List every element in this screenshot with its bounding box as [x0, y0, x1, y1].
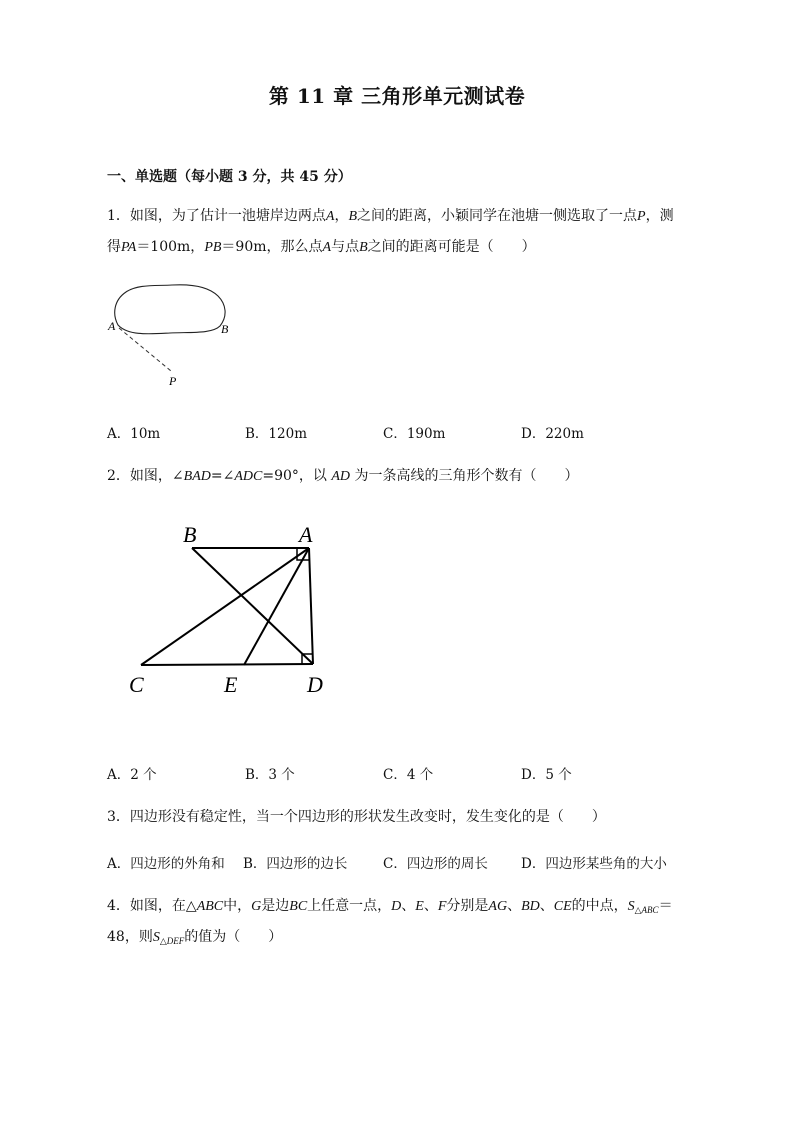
q2-option-a[interactable]: A．2 个 [107, 767, 157, 783]
q1-line-2: 得PA＝100m，PB＝90m，那么点A与点B之间的距离可能是（ ） [107, 239, 536, 255]
segment-ap [119, 328, 171, 371]
q1-option-a[interactable]: A．10m [107, 426, 161, 442]
segment-cd [141, 664, 313, 665]
q1-option-d[interactable]: D．220m [521, 426, 584, 442]
pond-outline [115, 285, 225, 334]
segment-bd [192, 548, 313, 664]
q4-line-1: 4．如图，在△ABC中，G是边BC上任意一点，D、E、F分别是AG、BD、CE的中点，$S_{\triangle ABC}=$ [107, 898, 673, 915]
q2-line-1: 2．如图，∠BAD=∠ADC=90°，以 AD 为一条高线的三角形个数有（ ） [107, 468, 579, 484]
q3-option-c[interactable]: C．四边形的周长 [383, 856, 488, 872]
q1-pond-figure [100, 278, 250, 393]
q3-text: 3．四边形没有稳定性，当一个四边形的形状发生改变时，发生变化的是（ ） [107, 809, 606, 825]
q1-line-1: 1．如图，为了估计一池塘岸边两点A，B之间的距离，小颖同学在池塘一侧选取了一点P，测 [107, 208, 674, 224]
q2-options [107, 763, 707, 783]
q3-option-b[interactable]: B．四边形的边长 [243, 856, 348, 872]
q3-options [107, 852, 707, 872]
label-d: D [307, 672, 323, 697]
label-p: P [169, 374, 177, 388]
segment-ca [141, 548, 309, 665]
q1-option-c[interactable]: C．190m [383, 426, 446, 442]
q1-options [107, 422, 707, 442]
label-e: E [224, 672, 238, 697]
q2-option-d[interactable]: D．5 个 [521, 767, 572, 783]
q3-option-a[interactable]: A．四边形的外角和 [107, 856, 225, 872]
q2-option-b[interactable]: B．3 个 [245, 767, 295, 783]
label-a: A [108, 319, 116, 333]
q3-option-d[interactable]: D．四边形某些角的大小 [521, 856, 667, 872]
section-header: 一、单选题（每小题 3 分，共 45 分） [107, 169, 352, 185]
segment-ad [309, 548, 313, 664]
q1-option-b[interactable]: B．120m [245, 426, 307, 442]
label-c: C [129, 672, 144, 697]
label-a: A [299, 522, 313, 547]
label-b: B [221, 322, 229, 336]
q2-quadrilateral-figure [125, 518, 340, 703]
page-title: 第 11 章 三角形单元测试卷 [268, 84, 526, 108]
q4-line-2: 48，则$S_{\triangle DEF}$的值为（ ） [107, 929, 283, 946]
q2-option-c[interactable]: C．4 个 [383, 767, 434, 783]
label-b: B [183, 522, 197, 547]
